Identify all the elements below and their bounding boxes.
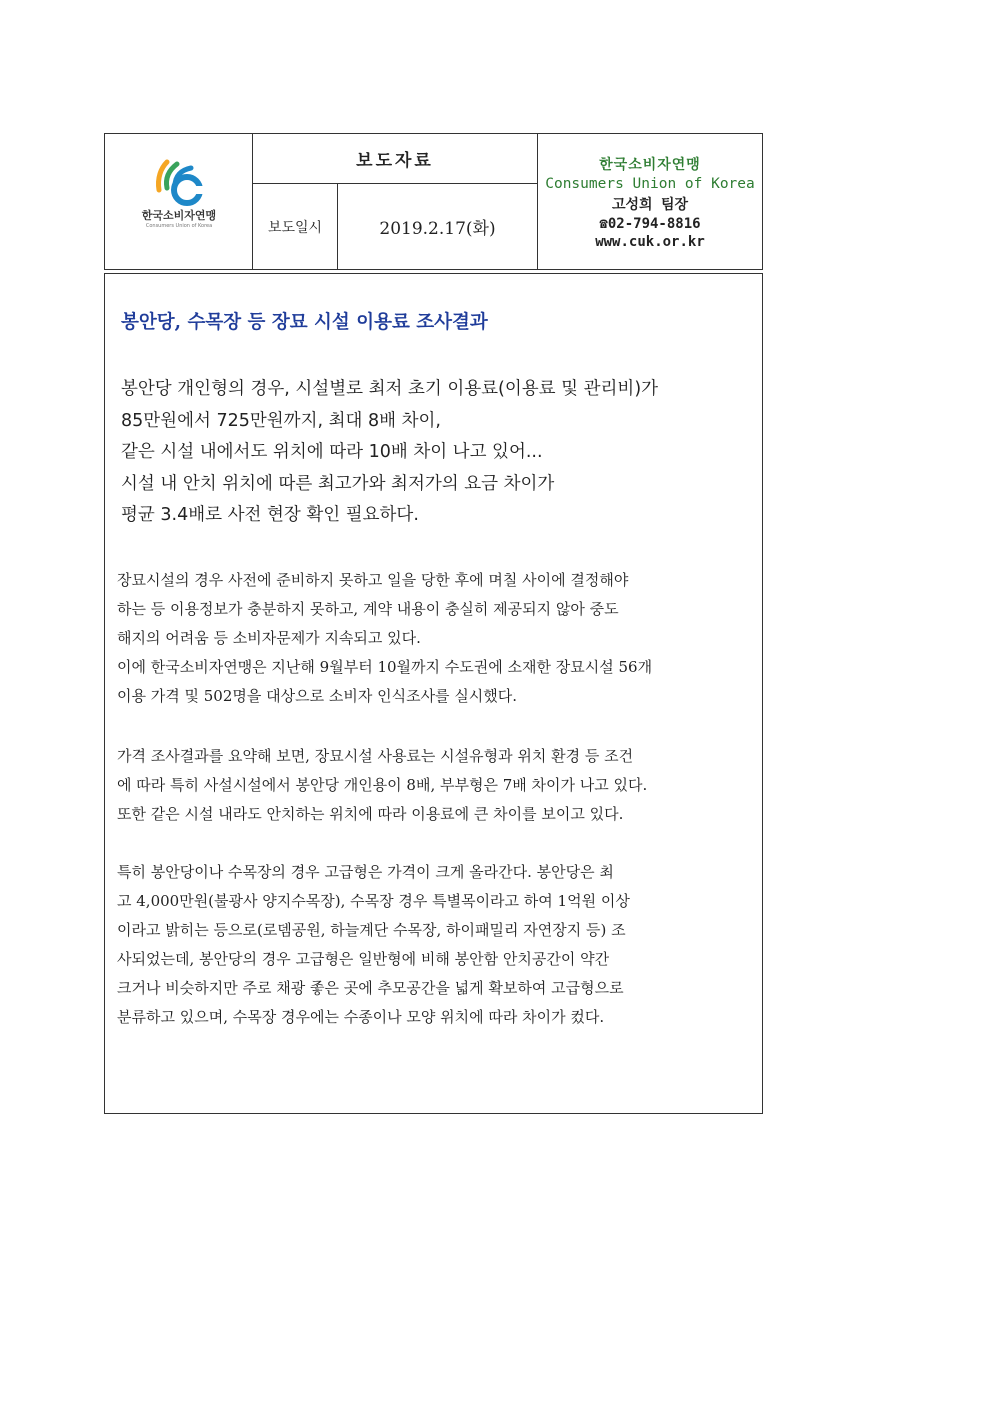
paragraph-line: 에 따라 특히 사설시설에서 봉안당 개인용이 8배, 부부형은 7배 차이가 나고 있다. (117, 776, 648, 794)
summary-line: 평균 3.4배로 사전 현장 확인 필요하다. (121, 505, 419, 525)
paragraph-line: 장묘시설의 경우 사전에 준비하지 못하고 일을 당한 후에 며칠 사이에 결정해야 (117, 571, 629, 589)
press-release-title: 보도자료 (253, 134, 538, 184)
contact-phone: ☎02-794-8816 (599, 215, 701, 232)
logo-name: 한국소비자연맹 (141, 209, 217, 222)
paragraph-price-summary (117, 742, 757, 829)
paragraph-line: 이에 한국소비자연맹은 지난해 9월부터 10월까지 수도권에 소재한 장묘시설 56개 (117, 658, 653, 676)
paragraph-line: 특히 봉안당이나 수목장의 경우 고급형은 가격이 크게 올라간다. 봉안당은 최 (117, 863, 614, 881)
release-date: 2019.2.17(화) (338, 184, 538, 269)
cuk-logo-icon (151, 156, 209, 206)
org-name-korean: 한국소비자연맹 (599, 156, 701, 173)
org-name-english: Consumers Union of Korea (545, 175, 755, 192)
summary (121, 374, 751, 532)
contact-name: 고성희 팀장 (611, 196, 689, 213)
paragraph-line: 이용 가격 및 502명을 대상으로 소비자 인식조사를 실시했다. (117, 687, 518, 705)
contact-cell (538, 134, 762, 269)
paragraph-line: 고 4,000만원(불광사 양지수목장), 수목장 경우 특별목이라고 하여 1억원 이상 (117, 892, 630, 910)
content-box (104, 273, 763, 1114)
contact-website: www.cuk.or.kr (595, 233, 705, 250)
summary-line: 봉안당 개인형의 경우, 시설별로 최저 초기 이용료(이용료 및 관리비)가 (121, 379, 659, 399)
paragraph-line: 이라고 밝히는 등으로(로뎀공원, 하늘계단 수목장, 하이패밀리 자연장지 등) 조 (117, 921, 626, 939)
paragraph-premium-types (117, 858, 757, 1032)
paragraph-line: 해지의 어려움 등 소비자문제가 지속되고 있다. (117, 629, 421, 647)
paragraph-line: 크거나 비슷하지만 주로 채광 좋은 곳에 추모공간을 넓게 확보하여 고급형으로 (117, 979, 624, 997)
paragraph-line: 가격 조사결과를 요약해 보면, 장묘시설 사용료는 시설유형과 위치 환경 등 조건 (117, 747, 634, 765)
logo-subtitle: Consumers Union of Korea (145, 223, 213, 229)
paragraph-background (117, 566, 757, 711)
release-date-label: 보도일시 (253, 184, 338, 269)
summary-line: 85만원에서 725만원까지, 최대 8배 차이, (121, 410, 441, 431)
paragraph-line: 또한 같은 시설 내라도 안치하는 위치에 따라 이용료에 큰 차이를 보이고 있다. (117, 805, 624, 823)
headline: 봉안당, 수목장 등 장묘 시설 이용료 조사결과 (121, 312, 488, 333)
paragraph-line: 사되었는데, 봉안당의 경우 고급형은 일반형에 비해 봉안함 안치공간이 약간 (117, 950, 610, 968)
summary-line: 시설 내 안치 위치에 따른 최고가와 최저가의 요금 차이가 (121, 473, 555, 494)
paragraph-line: 하는 등 이용정보가 충분하지 못하고, 계약 내용이 충실히 제공되지 않아 중도 (117, 600, 619, 618)
paragraph-line: 분류하고 있으며, 수목장 경우에는 수종이나 모양 위치에 따라 차이가 컸다. (117, 1008, 605, 1026)
press-header-table (104, 133, 763, 270)
logo-cell (105, 134, 253, 269)
summary-line: 같은 시설 내에서도 위치에 따라 10배 차이 나고 있어... (121, 442, 543, 462)
